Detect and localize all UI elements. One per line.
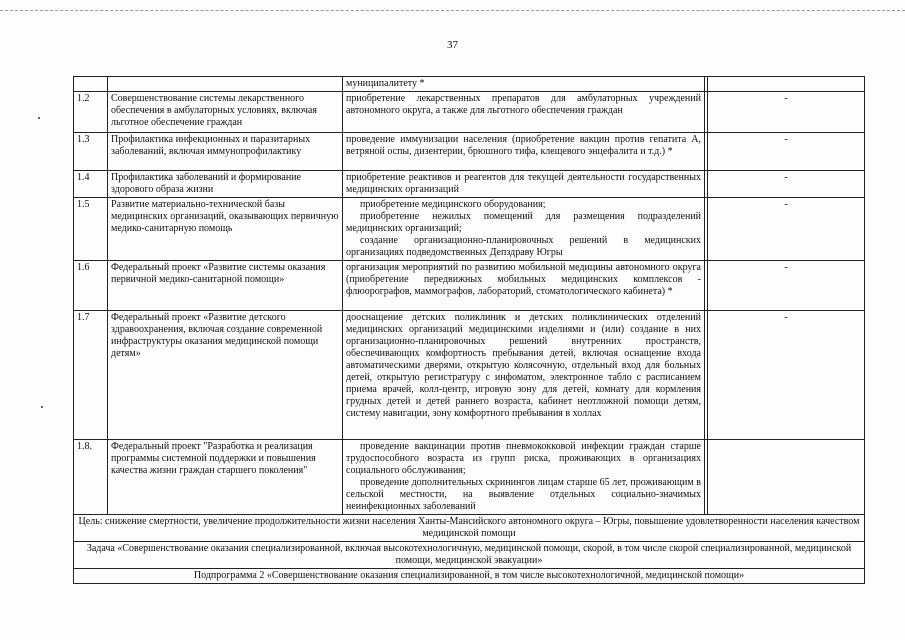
task-item: дооснащение детских поликлиник и детских поликлинических отделений медицинских организаций медицинскими изделиями и (или) создание в них организационно-планировочных решений внутренних пространств, обеспечивающих комфортность пребывания детей, включая оснащение входа автоматическими дверями, открытую колясочную, отдельный вход для больных детей, открытую регистратуру с инфоматом, электронное табло с расписанием приема врачей, колл-центр, игровую зону для детей, комнату для кормления грудных детей и детей раннего возраста, кабинет неотложной помощи детям, систему навигации, зону комфортного пребывания в холлах [346,312,701,419]
program-goal: Цель: снижение смертности, увеличение продолжительности жизни населения Ханты-Мансийского автономного округа – Югры, повышение удовлетворенности населения качеством медицинской помощи [74,515,865,542]
row-number-cell [74,77,108,92]
row-title: Совершенствование системы лекарственного обеспечения в амбулаторных условиях, включая льготное обеспечение граждан [108,92,343,133]
row-tasks [343,311,705,440]
task-item: проведение вакцинации против пневмококковой инфекции граждан старше трудоспособного возраста из групп риска, проживающих в организациях социального обслуживания; [346,441,701,476]
row-title: Профилактика заболеваний и формирование здорового образа жизни [108,171,343,198]
task-item: создание организационно-планировочных решений в медицинских организациях подведомственных Депздраву Югры [346,235,701,258]
row-indicator: - [708,92,865,133]
row-tasks [343,133,705,171]
row-number: 1.8. [74,440,108,515]
program-activities-table [73,76,865,584]
row-title: Федеральный проект «Развитие системы оказания первичной медико-санитарной помощи» [108,261,343,311]
row-tasks [343,198,705,261]
table-row [74,311,865,440]
table-row [74,198,865,261]
row-indicator [708,440,865,515]
task-item: проведение дополнительных скринингов лицам старше 65 лет, проживающим в сельской местности, на выявление отдельных социально-значимых неинфекционных заболеваний [346,477,701,512]
subprogram-row [74,569,865,584]
table-row-continuation [74,77,865,92]
table-row [74,440,865,515]
row-number: 1.2 [74,92,108,133]
row-indicator: - [708,198,865,261]
row-indicator: - [708,261,865,311]
scan-speck [41,406,43,408]
row-title: Федеральный проект "Разработка и реализация программы системной поддержки и повышения качества жизни граждан старшего поколения" [108,440,343,515]
row-number: 1.3 [74,133,108,171]
page-number: 37 [447,39,458,51]
row-indicator-cell [708,77,865,92]
task-item: организация мероприятий по развитию мобильной медицины автономного округа (приобретение передвижных мобильных медицинских комплексов - флюорографов, маммографов, лабораторий, стоматологического кабинета) * [346,262,701,297]
row-tasks [343,92,705,133]
row-number: 1.6 [74,261,108,311]
task-item: приобретение медицинского оборудования; [360,199,546,210]
row-title-cell [108,77,343,92]
row-indicator: - [708,171,865,198]
table-row [74,171,865,198]
row-title: Федеральный проект «Развитие детского здравоохранения, включая создание современной инфраструктуры оказания медицинской помощи детям» [108,311,343,440]
row-number: 1.4 [74,171,108,198]
scan-speck [38,117,40,119]
row-number: 1.7 [74,311,108,440]
subprogram-title: Подпрограмма 2 «Совершенствование оказания специализированной, в том числе высокотехнологичной, медицинской помощи» [74,569,865,584]
scan-edge-line [0,10,905,12]
row-indicator: - [708,311,865,440]
row-number: 1.5 [74,198,108,261]
task-row [74,542,865,569]
task-item: приобретение лекарственных препаратов для амбулаторных учреждений автономного округа, а также для льготного обеспечения граждан [346,93,701,116]
row-title: Профилактика инфекционных и паразитарных заболеваний, включая иммунопрофилактику [108,133,343,171]
program-task: Задача «Совершенствование оказания специализированной, включая высокотехнологичную, медицинской помощи, скорой, в том числе скорой специализированной, медицинской помощи, медицинской эвакуации» [74,542,865,569]
goal-row [74,515,865,542]
row-indicator: - [708,133,865,171]
row-tasks [343,261,705,311]
row-tasks [343,440,705,515]
row-title: Развитие материально-технической базы медицинских организаций, оказывающих первичную медико-санитарную помощь [108,198,343,261]
row-tasks-cell: муниципалитету * [343,77,705,92]
table-row [74,92,865,133]
task-item: приобретение реактивов и реагентов для текущей деятельности государственных медицинских организаций [346,172,701,195]
task-item: приобретение нежилых помещений для размещения подразделений медицинских организаций; [346,211,701,234]
table-row [74,133,865,171]
table-row [74,261,865,311]
task-item: проведение иммунизации населения (приобретение вакцин против гепатита А, ветряной оспы, дизентерии, брюшного тифа, клещевого энцефалита и т.д.) * [346,134,701,157]
row-tasks [343,171,705,198]
